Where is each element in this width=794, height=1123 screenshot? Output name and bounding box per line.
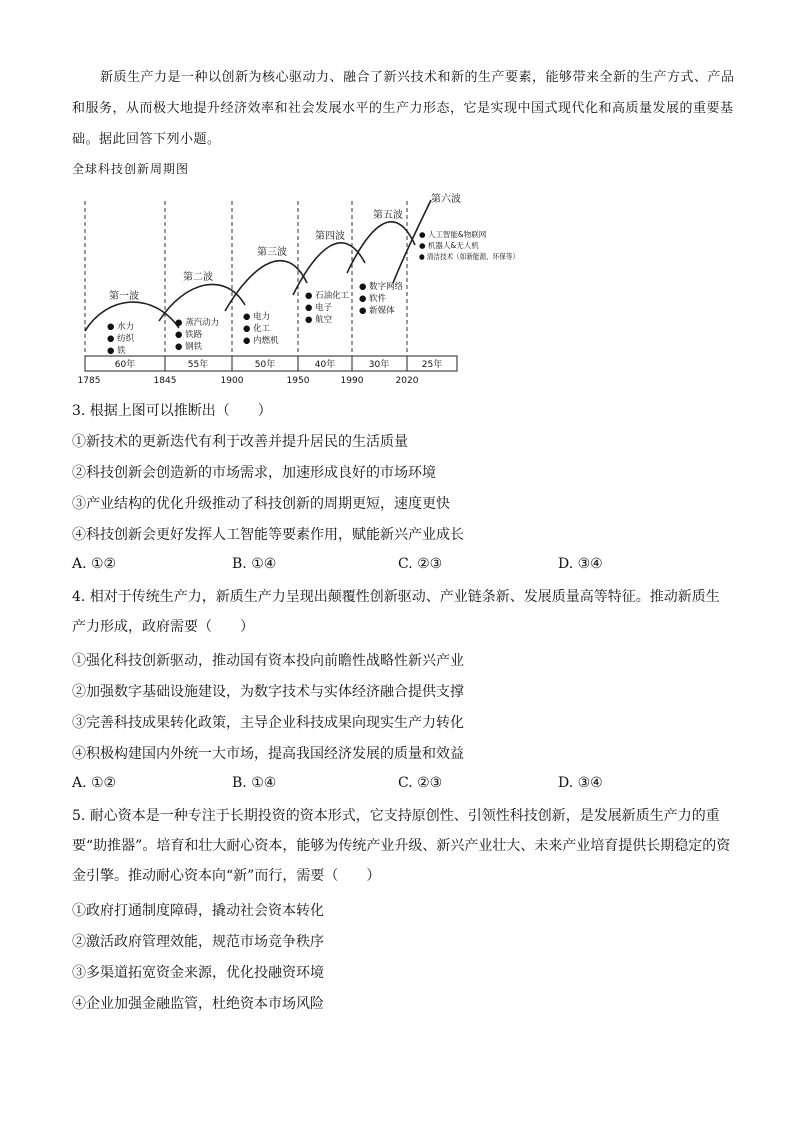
intro-passage bbox=[72, 62, 742, 155]
question-5-statement-3: ③多渠道拓宽资金来源，优化投融资环境 bbox=[72, 965, 324, 981]
wave-label-3: 第三波 bbox=[257, 247, 287, 258]
year-1950: 1950 bbox=[286, 376, 310, 386]
wave-curve-4 bbox=[293, 243, 365, 295]
duration-1: 60年 bbox=[114, 360, 136, 370]
duration-6: 25年 bbox=[421, 360, 443, 370]
question-4-statement-1: ①强化科技创新驱动，推动国有资本投向前瞻性战略性新兴产业 bbox=[72, 653, 464, 669]
question-5-statement-2: ②激活政府管理效能，规范市场竞争秩序 bbox=[72, 934, 324, 950]
innovation-cycle-figure bbox=[75, 183, 535, 388]
question-4-statement-3: ③完善科技成果转化政策，主导企业科技成果向现实生产力转化 bbox=[72, 715, 464, 731]
wave4-item-1: ● 石油化工 bbox=[305, 291, 350, 301]
wave-label-4: 第四波 bbox=[315, 231, 345, 242]
wave6-item-3: ● 清洁技术（如新能源、环保等） bbox=[419, 252, 532, 261]
wave-curve-3 bbox=[225, 261, 307, 311]
wave1-item-1: ● 水力 bbox=[107, 322, 135, 332]
wave4-item-3: ● 航空 bbox=[305, 315, 333, 325]
question-4-option-c[interactable]: C. ②③ bbox=[398, 775, 443, 791]
wave6-item-2: ● 机器人&无人机 bbox=[419, 241, 479, 250]
wave3-item-2: ● 化工 bbox=[243, 324, 271, 334]
year-1900: 1900 bbox=[220, 376, 244, 386]
wave-label-5: 第五波 bbox=[373, 210, 403, 221]
question-5-stem: 5. 耐心资本是一种专注于长期投资的资本形式，它支持原创性、引领性科技创新，是发展新质生产力的重要“助推器”。培育和壮大耐心资本，能够为传统产业升级、新兴产业壮大、未来产业培育提供长期稳定的资金引擎。推动耐心资本向“新”而行，需要（ ） bbox=[72, 808, 731, 884]
wave-label-2: 第二波 bbox=[183, 272, 213, 283]
wave-curve-5 bbox=[347, 222, 415, 273]
question-3-option-a[interactable]: A. ①② bbox=[72, 556, 117, 572]
wave3-item-1: ● 电力 bbox=[243, 312, 271, 322]
wave1-item-3: ● 铁 bbox=[107, 346, 126, 356]
question-4-option-a[interactable]: A. ①② bbox=[72, 775, 117, 791]
cycle-diagram bbox=[75, 183, 535, 388]
year-1845: 1845 bbox=[153, 376, 177, 386]
wave1-item-2: ● 纺织 bbox=[107, 334, 135, 344]
question-3-statement-4: ④科技创新会更好发挥人工智能等要素作用，赋能新兴产业成长 bbox=[72, 527, 464, 543]
question-4-statement-4: ④积极构建国内外统一大市场，提高我国经济发展的质量和效益 bbox=[72, 746, 464, 762]
question-3-statement-2: ②科技创新会创造新的市场需求，加速形成良好的市场环境 bbox=[72, 465, 436, 481]
year-1785: 1785 bbox=[77, 376, 101, 386]
wave5-item-2: ● 软件 bbox=[359, 294, 387, 304]
question-3-stem: 3. 根据上图可以推断出（ ） bbox=[72, 403, 272, 419]
wave-label-6: 第六波 bbox=[431, 194, 461, 205]
wave2-item-1: ● 蒸汽动力 bbox=[175, 318, 220, 328]
wave2-item-2: ● 铁路 bbox=[175, 330, 203, 340]
question-4-option-b[interactable]: B. ①④ bbox=[232, 775, 277, 791]
year-2020: 2020 bbox=[395, 376, 419, 386]
question-5-statement-1: ①政府打通制度障碍，撬动社会资本转化 bbox=[72, 903, 324, 919]
wave4-item-2: ● 电子 bbox=[305, 303, 333, 313]
wave3-item-3: ● 内燃机 bbox=[243, 336, 279, 346]
question-3-option-b[interactable]: B. ①④ bbox=[232, 556, 277, 572]
intro-text: 新质生产力是一种以创新为核心驱动力、融合了新兴技术和新的生产要素，能够带来全新的生产方式、产品和服务，从而极大地提升经济效率和社会发展水平的生产力形态，它是实现中国式现代化和高质量发展的重要基础。据此回答下列小题。 bbox=[72, 70, 735, 147]
year-1990: 1990 bbox=[340, 376, 364, 386]
question-5-statement-4: ④企业加强金融监管，杜绝资本市场风险 bbox=[72, 996, 324, 1012]
figure-title: 全球科技创新周期图 bbox=[72, 162, 190, 176]
question-4-stem: 4. 相对于传统生产力，新质生产力呈现出颠覆性创新驱动、产业链条新、发展质量高等特征。推动新质生产力形成，政府需要（ ） bbox=[72, 589, 720, 635]
question-3-statement-3: ③产业结构的优化升级推动了科技创新的周期更短，速度更快 bbox=[72, 496, 450, 512]
question-4-option-d[interactable]: D. ③④ bbox=[558, 775, 603, 791]
wave-label-1: 第一波 bbox=[109, 291, 139, 302]
wave5-item-3: ● 新媒体 bbox=[359, 306, 395, 316]
question-4-statement-2: ②加强数字基础设施建设，为数字技术与实体经济融合提供支撑 bbox=[72, 684, 464, 700]
question-3-option-d[interactable]: D. ③④ bbox=[558, 556, 603, 572]
duration-4: 40年 bbox=[314, 360, 336, 370]
wave6-item-1: ● 人工智能&物联网 bbox=[419, 230, 487, 239]
question-3-option-c[interactable]: C. ②③ bbox=[398, 556, 443, 572]
question-3-statement-1: ①新技术的更新迭代有利于改善并提升居民的生活质量 bbox=[72, 434, 408, 450]
duration-3: 50年 bbox=[254, 360, 276, 370]
duration-5: 30年 bbox=[368, 360, 390, 370]
wave2-item-3: ● 钢铁 bbox=[175, 342, 203, 352]
duration-2: 55年 bbox=[187, 360, 209, 370]
wave5-item-1: ● 数字网络 bbox=[359, 282, 404, 292]
